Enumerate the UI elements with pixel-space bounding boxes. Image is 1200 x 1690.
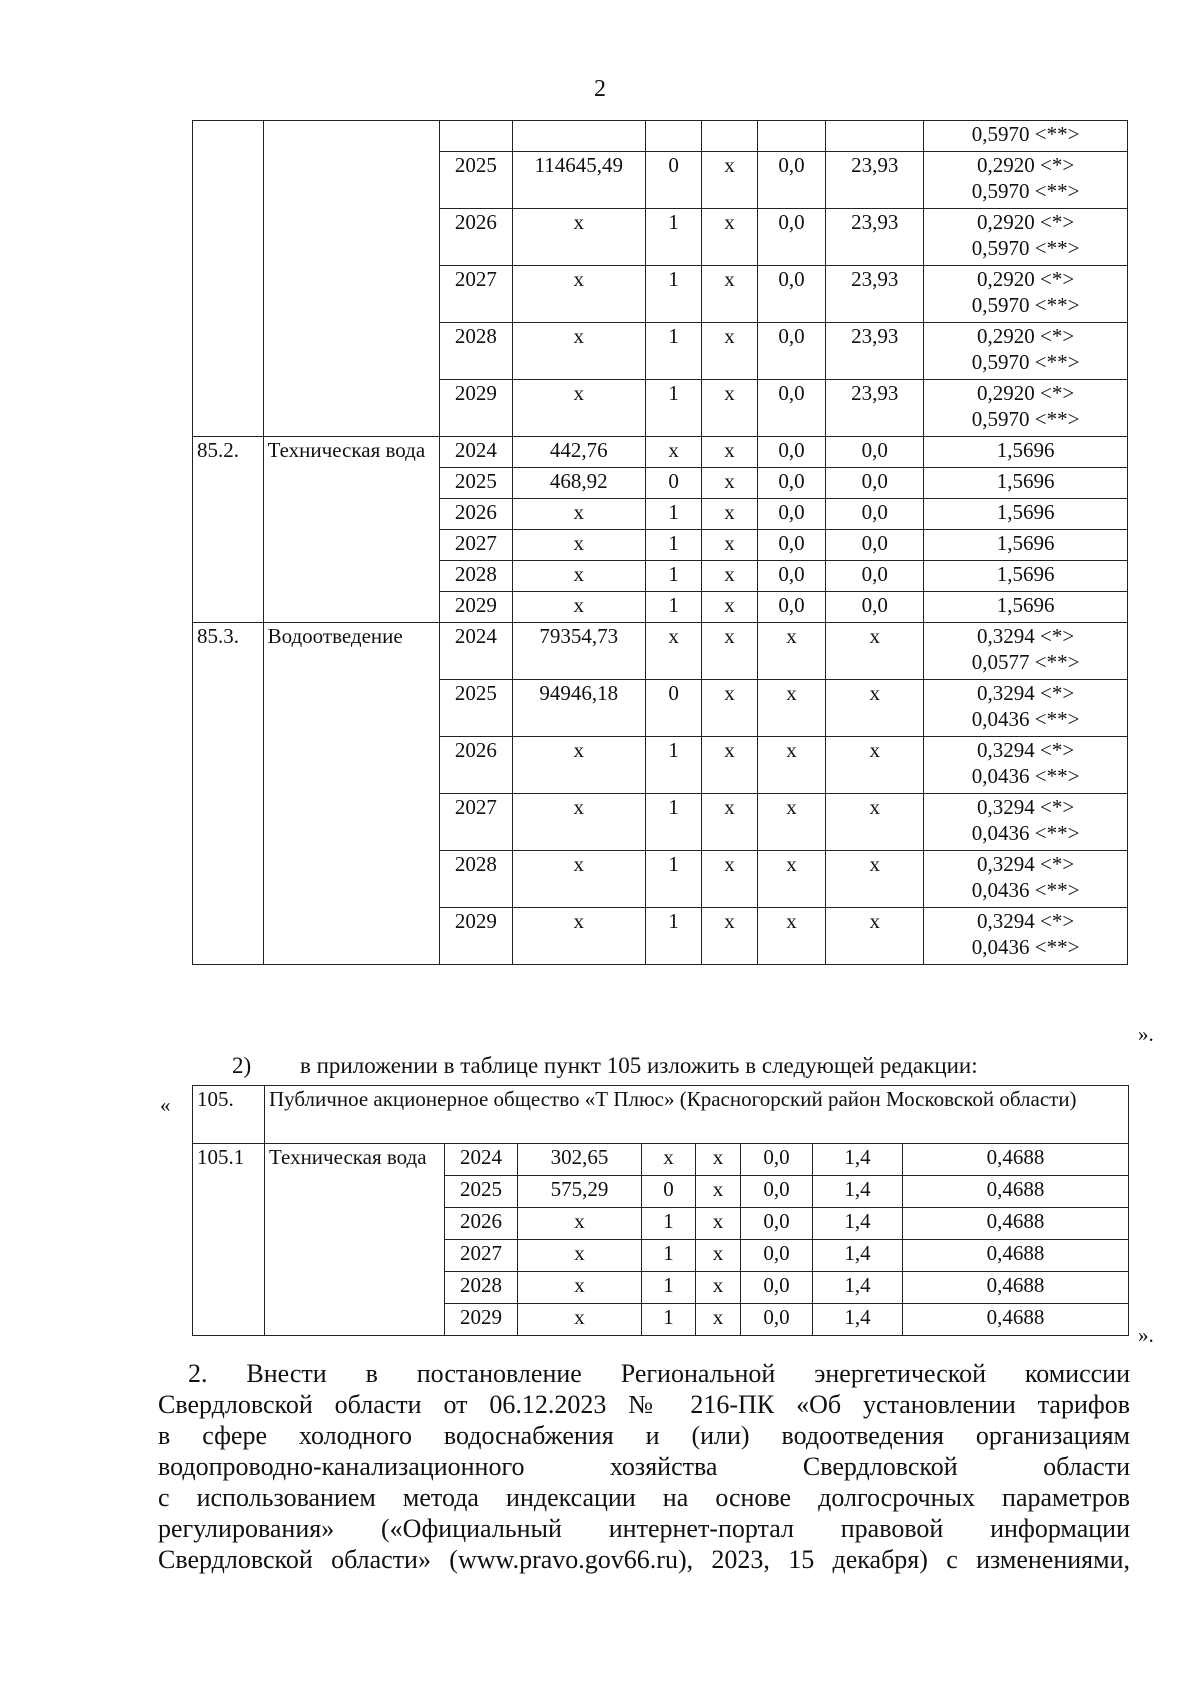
tariff-cell xyxy=(924,737,1128,794)
value-cell: 0,0 xyxy=(741,1240,813,1272)
value-cell: 1 xyxy=(645,380,701,437)
value-cell: 0,0 xyxy=(741,1272,813,1304)
tariff-cell xyxy=(924,209,1128,266)
value-cell xyxy=(757,121,826,152)
value-cell: 1 xyxy=(642,1304,696,1336)
value-cell: 0,0 xyxy=(757,380,826,437)
value-cell: x xyxy=(826,737,924,794)
value-cell: 1 xyxy=(645,737,701,794)
cell-line: 0,3294 <*> xyxy=(976,738,1075,762)
value-cell: x xyxy=(702,437,757,468)
cell-line: 1,5696 xyxy=(996,469,1055,493)
value-cell: x xyxy=(696,1144,741,1176)
tariff-cell: 0,4688 xyxy=(903,1208,1129,1240)
value-cell: x xyxy=(642,1144,696,1176)
value-cell: x xyxy=(512,380,645,437)
closing-quote-1: ». xyxy=(1138,1022,1154,1046)
value-cell: 1,4 xyxy=(813,1304,903,1336)
value-cell: x xyxy=(518,1272,642,1304)
cell-line: 1,5696 xyxy=(996,593,1055,617)
value-cell: x xyxy=(512,794,645,851)
tariff-cell xyxy=(924,623,1128,680)
value-cell: 0,0 xyxy=(741,1144,813,1176)
value-cell: x xyxy=(512,561,645,592)
year-cell: 2028 xyxy=(440,561,513,592)
value-cell xyxy=(645,121,701,152)
item-num-cell: 85.3. xyxy=(193,623,264,965)
value-cell: 1,4 xyxy=(813,1272,903,1304)
value-cell: x xyxy=(702,323,757,380)
value-cell: x xyxy=(702,380,757,437)
value-cell: x xyxy=(518,1208,642,1240)
cell-line: 0,5970 <**> xyxy=(971,293,1080,317)
value-cell: x xyxy=(757,851,826,908)
tariff-cell xyxy=(924,851,1128,908)
tariff-cell xyxy=(924,680,1128,737)
value-cell: 1,4 xyxy=(813,1208,903,1240)
value-cell: 1 xyxy=(645,266,701,323)
value-cell: 1 xyxy=(645,209,701,266)
tariff-cell xyxy=(924,437,1128,468)
value-cell: x xyxy=(512,209,645,266)
value-cell: x xyxy=(696,1304,741,1336)
tariff-cell xyxy=(924,152,1128,209)
value-cell: x xyxy=(702,209,757,266)
value-cell: 0 xyxy=(645,152,701,209)
value-cell: 1 xyxy=(645,851,701,908)
value-cell: 1 xyxy=(645,592,701,623)
value-cell: 468,92 xyxy=(512,468,645,499)
value-cell: x xyxy=(645,623,701,680)
tariff-cell: 0,4688 xyxy=(903,1272,1129,1304)
value-cell: 0 xyxy=(642,1176,696,1208)
year-cell: 2028 xyxy=(445,1272,518,1304)
value-cell: x xyxy=(826,851,924,908)
paragraph-line: водопроводно-канализационного хозяйства Свердловской области xyxy=(158,1452,1130,1481)
value-cell: 0,0 xyxy=(757,592,826,623)
cell-line: 0,2920 <*> xyxy=(976,153,1075,177)
cell-line: 0,3294 <*> xyxy=(976,852,1075,876)
value-cell: 0,0 xyxy=(826,437,924,468)
tariff-table-item-105 xyxy=(192,1085,1129,1336)
value-cell: 1 xyxy=(642,1240,696,1272)
value-cell: 1,4 xyxy=(813,1144,903,1176)
cell-line: 0,2920 <*> xyxy=(976,267,1075,291)
year-cell: 2028 xyxy=(440,323,513,380)
value-cell: x xyxy=(512,323,645,380)
cell-line: 0,0577 <**> xyxy=(971,650,1080,674)
year-cell: 2026 xyxy=(440,737,513,794)
value-cell: 0,0 xyxy=(757,468,826,499)
value-cell: 0,0 xyxy=(757,561,826,592)
table-row xyxy=(193,1144,1129,1176)
tariff-cell xyxy=(924,561,1128,592)
value-cell: x xyxy=(702,908,757,965)
value-cell: x xyxy=(512,851,645,908)
item-105-num: 105. xyxy=(193,1086,265,1144)
item-105-org-name: Публичное акционерное общество «Т Плюс» (Красногорский район Московской области) xyxy=(265,1086,1129,1144)
cell-line: 1,5696 xyxy=(996,531,1055,555)
cell-line: 0,0436 <**> xyxy=(971,935,1080,959)
value-cell: x xyxy=(702,499,757,530)
cell-line: 0,5970 <**> xyxy=(971,236,1080,260)
year-cell: 2024 xyxy=(445,1144,518,1176)
year-cell: 2024 xyxy=(440,437,513,468)
tariff-cell xyxy=(924,530,1128,561)
tariff-cell xyxy=(924,121,1128,152)
value-cell: x xyxy=(702,737,757,794)
paragraph-line: регулирования» («Официальный интернет-портал правовой информации xyxy=(158,1514,1130,1543)
item-name-cell xyxy=(263,121,440,437)
page-number: 2 xyxy=(594,76,606,102)
value-cell: x xyxy=(645,437,701,468)
year-cell: 2029 xyxy=(445,1304,518,1336)
year-cell: 2029 xyxy=(440,908,513,965)
value-cell: 23,93 xyxy=(826,152,924,209)
cell-line: 0,2920 <*> xyxy=(976,324,1075,348)
value-cell: 0,0 xyxy=(757,323,826,380)
value-cell: 1 xyxy=(642,1208,696,1240)
tariff-cell: 0,4688 xyxy=(903,1144,1129,1176)
paragraph-line: Свердловской области» (www.pravo.gov66.ru), 2023, 15 декабря) с изменениями, xyxy=(158,1545,1130,1574)
paragraph-line: 2. Внести в постановление Региональной энергетической комиссии xyxy=(188,1359,1130,1388)
value-cell: 1 xyxy=(645,561,701,592)
tariff-cell xyxy=(924,323,1128,380)
value-cell: 94946,18 xyxy=(512,680,645,737)
value-cell: 0,0 xyxy=(757,266,826,323)
value-cell: 0,0 xyxy=(757,209,826,266)
year-cell: 2025 xyxy=(440,680,513,737)
value-cell: x xyxy=(696,1208,741,1240)
value-cell: 0,0 xyxy=(826,530,924,561)
table-row xyxy=(193,437,1128,468)
value-cell: x xyxy=(702,592,757,623)
value-cell xyxy=(512,121,645,152)
value-cell: 575,29 xyxy=(518,1176,642,1208)
value-cell: x xyxy=(512,592,645,623)
tariff-cell: 0,4688 xyxy=(903,1304,1129,1336)
value-cell: x xyxy=(757,737,826,794)
table-row xyxy=(193,1086,1129,1144)
table-row xyxy=(193,121,1128,152)
cell-line: 0,5970 <**> xyxy=(971,350,1080,374)
cell-line: 0,0436 <**> xyxy=(971,821,1080,845)
value-cell: x xyxy=(826,680,924,737)
value-cell: 79354,73 xyxy=(512,623,645,680)
value-cell: 23,93 xyxy=(826,380,924,437)
tariff-cell: 0,4688 xyxy=(903,1240,1129,1272)
year-cell: 2024 xyxy=(440,623,513,680)
year-cell: 2026 xyxy=(440,209,513,266)
year-cell: 2029 xyxy=(440,592,513,623)
year-cell xyxy=(440,121,513,152)
year-cell: 2029 xyxy=(440,380,513,437)
value-cell: x xyxy=(696,1272,741,1304)
value-cell: x xyxy=(757,794,826,851)
tariff-cell xyxy=(924,592,1128,623)
year-cell: 2026 xyxy=(445,1208,518,1240)
cell-line: 0,3294 <*> xyxy=(976,624,1075,648)
value-cell: 0,0 xyxy=(757,499,826,530)
value-cell: 442,76 xyxy=(512,437,645,468)
value-cell: x xyxy=(702,152,757,209)
value-cell: x xyxy=(826,623,924,680)
value-cell: 1 xyxy=(645,530,701,561)
year-cell: 2027 xyxy=(440,794,513,851)
table-row xyxy=(193,623,1128,680)
value-cell: x xyxy=(512,266,645,323)
item-num-cell xyxy=(193,121,264,437)
value-cell: x xyxy=(512,908,645,965)
value-cell: x xyxy=(512,737,645,794)
item-name-cell: Водоотведение xyxy=(263,623,440,965)
tariff-cell xyxy=(924,794,1128,851)
value-cell: 0,0 xyxy=(826,561,924,592)
value-cell: 1 xyxy=(645,794,701,851)
section-2-paragraph xyxy=(158,1358,1130,1575)
value-cell: 114645,49 xyxy=(512,152,645,209)
value-cell: x xyxy=(702,851,757,908)
opening-quote-2: « xyxy=(160,1093,171,1117)
tariff-cell xyxy=(924,380,1128,437)
value-cell: x xyxy=(702,530,757,561)
year-cell: 2027 xyxy=(440,266,513,323)
item-name-cell: Техническая вода xyxy=(263,437,440,623)
cell-line: 0,0436 <**> xyxy=(971,764,1080,788)
value-cell: 0,0 xyxy=(741,1304,813,1336)
value-cell: x xyxy=(512,499,645,530)
item-2-number: 2) xyxy=(232,1053,252,1078)
value-cell: x xyxy=(757,908,826,965)
tariff-cell xyxy=(924,266,1128,323)
value-cell xyxy=(702,121,757,152)
value-cell: x xyxy=(702,561,757,592)
tariff-cell xyxy=(924,908,1128,965)
value-cell: 1 xyxy=(645,323,701,380)
cell-line: 0,3294 <*> xyxy=(976,681,1075,705)
year-cell: 2026 xyxy=(440,499,513,530)
cell-line: 0,5970 <**> xyxy=(971,122,1080,146)
cell-line: 0,5970 <**> xyxy=(971,407,1080,431)
value-cell: 0,0 xyxy=(757,530,826,561)
year-cell: 2025 xyxy=(440,152,513,209)
item-2-text: в приложении в таблице пункт 105 изложить в следующей редакции: xyxy=(300,1053,978,1078)
value-cell: 1 xyxy=(645,499,701,530)
value-cell: x xyxy=(518,1304,642,1336)
value-cell: 0,0 xyxy=(826,499,924,530)
value-cell: 1,4 xyxy=(813,1176,903,1208)
value-cell: 0,0 xyxy=(757,437,826,468)
value-cell: x xyxy=(757,623,826,680)
value-cell: x xyxy=(757,680,826,737)
cell-line: 0,3294 <*> xyxy=(976,795,1075,819)
value-cell: x xyxy=(696,1240,741,1272)
paragraph-line: с использованием метода индексации на основе долгосрочных параметров xyxy=(158,1483,1130,1512)
cell-line: 0,0436 <**> xyxy=(971,878,1080,902)
value-cell: 0,0 xyxy=(826,468,924,499)
tariff-table-continued xyxy=(192,120,1128,965)
value-cell: x xyxy=(702,266,757,323)
value-cell: x xyxy=(518,1240,642,1272)
value-cell: 23,93 xyxy=(826,323,924,380)
value-cell xyxy=(826,121,924,152)
value-cell: 1 xyxy=(642,1272,696,1304)
year-cell: 2025 xyxy=(440,468,513,499)
value-cell: 0,0 xyxy=(741,1208,813,1240)
value-cell: 0 xyxy=(645,680,701,737)
item-num-cell: 105.1 xyxy=(193,1144,265,1336)
year-cell: 2025 xyxy=(445,1176,518,1208)
tariff-cell xyxy=(924,468,1128,499)
year-cell: 2027 xyxy=(440,530,513,561)
item-name-cell: Техническая вода xyxy=(265,1144,445,1336)
cell-line: 0,3294 <*> xyxy=(976,909,1075,933)
paragraph-line: в сфере холодного водоснабжения и (или) водоотведения организациям xyxy=(158,1421,1130,1450)
tariff-cell: 0,4688 xyxy=(903,1176,1129,1208)
cell-line: 0,2920 <*> xyxy=(976,210,1075,234)
closing-quote-2: ». xyxy=(1138,1323,1154,1347)
cell-line: 0,2920 <*> xyxy=(976,381,1075,405)
value-cell: 0,0 xyxy=(826,592,924,623)
value-cell: x xyxy=(512,530,645,561)
year-cell: 2027 xyxy=(445,1240,518,1272)
value-cell: 1 xyxy=(645,908,701,965)
value-cell: x xyxy=(696,1176,741,1208)
paragraph-line: Свердловской области от 06.12.2023 № 216-ПК «Об установлении тарифов xyxy=(158,1390,1130,1419)
tariff-cell xyxy=(924,499,1128,530)
cell-line: 1,5696 xyxy=(996,500,1055,524)
value-cell: x xyxy=(826,908,924,965)
value-cell: 23,93 xyxy=(826,209,924,266)
value-cell: 0,0 xyxy=(741,1176,813,1208)
value-cell: x xyxy=(702,794,757,851)
value-cell: 302,65 xyxy=(518,1144,642,1176)
cell-line: 0,0436 <**> xyxy=(971,707,1080,731)
item-num-cell: 85.2. xyxy=(193,437,264,623)
value-cell: 23,93 xyxy=(826,266,924,323)
value-cell: 1,4 xyxy=(813,1240,903,1272)
value-cell: 0,0 xyxy=(757,152,826,209)
value-cell: 0 xyxy=(645,468,701,499)
value-cell: x xyxy=(702,468,757,499)
value-cell: x xyxy=(826,794,924,851)
cell-line: 1,5696 xyxy=(996,562,1055,586)
value-cell: x xyxy=(702,623,757,680)
value-cell: x xyxy=(702,680,757,737)
cell-line: 0,5970 <**> xyxy=(971,179,1080,203)
year-cell: 2028 xyxy=(440,851,513,908)
cell-line: 1,5696 xyxy=(996,438,1055,462)
